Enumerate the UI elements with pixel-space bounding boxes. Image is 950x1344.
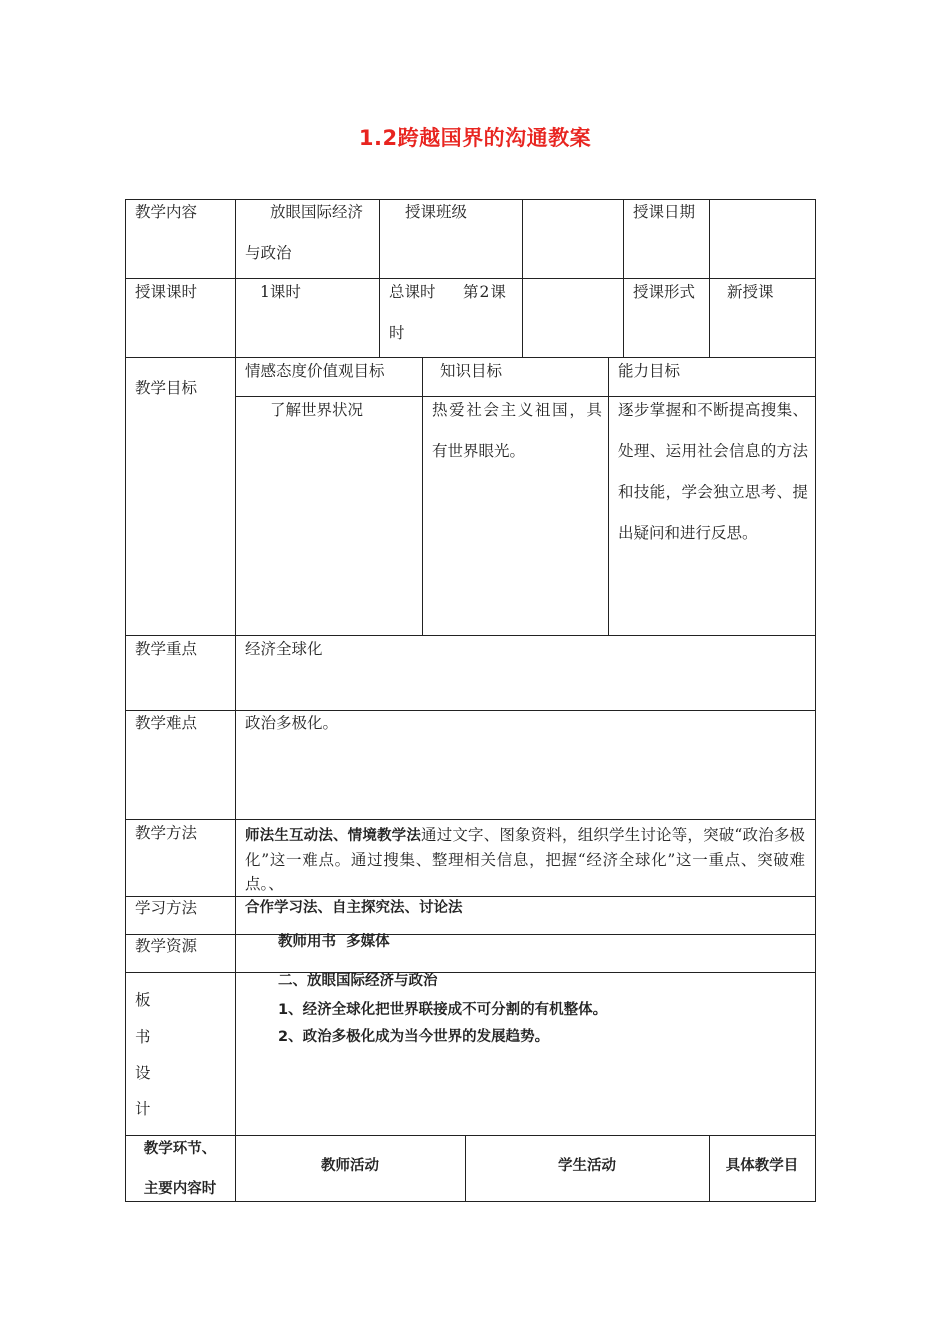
difficulty-text: 政治多极化。	[245, 714, 339, 732]
total-hours-label: 总课时	[389, 283, 436, 301]
board-line-3: 2、政治多极化成为当今世界的发展趋势。	[278, 1029, 550, 1045]
class-hours-value: 1课时	[260, 283, 301, 301]
footer-teaching-goal: 具体教学目	[725, 1158, 799, 1174]
objectives-label: 教学目标	[135, 379, 198, 397]
teaching-content-label: 教学内容	[135, 203, 198, 221]
knowledge-objective-text: 热爱社会主义祖国，具有世界眼光。	[432, 401, 602, 460]
class-label: 授课班级	[405, 203, 468, 221]
key-point-label: 教学重点	[135, 640, 198, 658]
class-hours-label: 授课课时	[135, 283, 198, 301]
resources-label: 教学资源	[135, 937, 198, 955]
board-label-char-3: 设	[135, 1064, 151, 1082]
footer-col1-line2: 主要内容时	[143, 1181, 217, 1197]
footer-col1-line1: 教学环节、	[143, 1141, 217, 1157]
teaching-content-value: 放眼国际经济与政治	[245, 203, 364, 262]
teaching-method-label: 教学方法	[135, 824, 198, 842]
board-label-char-1: 板	[135, 991, 151, 1009]
study-method-label: 学习方法	[135, 899, 198, 917]
ability-objective-header: 能力目标	[618, 362, 681, 380]
key-point-text: 经济全球化	[245, 640, 323, 658]
teaching-method-text	[245, 823, 805, 896]
board-line-1: 二、放眼国际经济与政治	[278, 973, 438, 989]
board-label-char-2: 书	[135, 1028, 151, 1046]
study-method-text: 合作学习法、自主探究法、讨论法	[245, 900, 463, 916]
lesson-number: 第2课时	[389, 283, 507, 342]
date-label: 授课日期	[633, 203, 696, 221]
footer-student-activity: 学生活动	[558, 1158, 616, 1174]
attitude-objective-header: 情感态度价值观目标	[245, 362, 385, 380]
lesson-form-label: 授课形式	[633, 283, 696, 301]
lesson-form-value: 新授课	[727, 283, 774, 301]
difficulty-label: 教学难点	[135, 714, 198, 732]
footer-teacher-activity: 教师活动	[321, 1158, 379, 1174]
board-line-2: 1、经济全球化把世界联接成不可分割的有机整体。	[278, 1002, 608, 1018]
knowledge-objective-header: 知识目标	[440, 362, 503, 380]
document-title: 1.2跨越国界的沟通教案	[358, 126, 592, 150]
resources-text: 教师用书 多媒体	[278, 934, 390, 950]
teaching-method-body: 通过文字、图象资料，组织学生讨论等，突破“政治多极化”这一难点。通过搜集、整理相关信息，把握“经济全球化”这一重点、突破难点。、	[245, 826, 805, 893]
attitude-objective-text: 了解世界状况	[270, 401, 364, 419]
board-label-char-4: 计	[135, 1100, 151, 1118]
ability-objective-text: 逐步掌握和不断提高搜集、处理、运用社会信息的方法和技能，学会独立思考、提出疑问和进行反思。	[618, 401, 808, 542]
teaching-method-bold: 师法生互动法、情境教学法	[245, 828, 422, 844]
